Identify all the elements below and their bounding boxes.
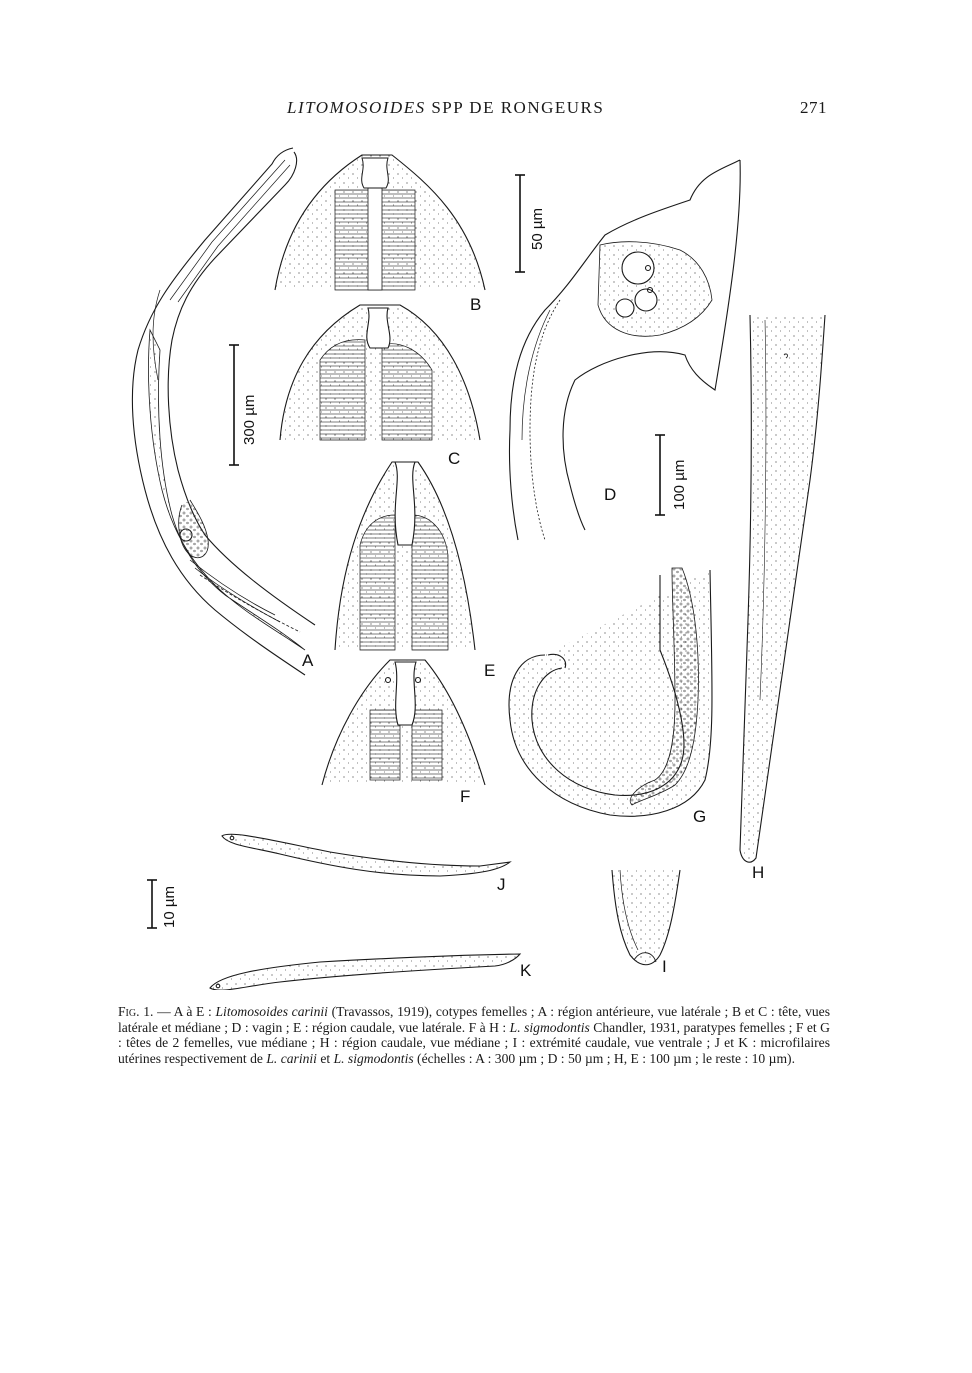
drawing-f-head (335, 462, 475, 650)
scale-bar-a (229, 345, 239, 465)
scale-bar-d (655, 435, 665, 515)
drawing-h-caudal-region (740, 315, 825, 862)
caption-part-1: (Travassos, 1919), cotypes femelles ; A : région antérieure, vue latérale ; B et C : tête, vues latérale et médiane ; D : vagin ; E : région caudale, vue latérale. F à H : (118, 1004, 830, 1035)
caption-dash: — A à E : (153, 1004, 216, 1019)
caption-species-2: L. sigmodontis (509, 1019, 590, 1035)
caption-part-2: Chandler, 1931, paratypes femelles ; F et G : têtes de 2 femelles, vue médiane ; H : région caudale, vue médiane ; I : extrémité caudale, vue ventrale ; J et K : microfilaires utérines respectivement de (118, 1019, 830, 1066)
panel-label-b: B (470, 295, 482, 314)
page-number: 271 (800, 98, 827, 117)
drawing-b-head-lateral (275, 155, 485, 290)
panel-label-f: E (484, 661, 496, 680)
drawing-i-caudal-extremity (612, 870, 680, 965)
caption-species-4: L. sigmodontis (333, 1050, 414, 1066)
scale-bar-b-c-label: 50 µm (529, 208, 546, 250)
drawing-g-head (322, 660, 485, 785)
panel-label-c: C (448, 449, 461, 468)
caption-fig-label: Fig. 1. (118, 1004, 154, 1019)
panel-label-h: H (752, 863, 765, 882)
running-title-rest: SPP DE RONGEURS (425, 98, 605, 117)
panel-label-k: K (520, 961, 532, 980)
figure-1-plate (0, 130, 972, 990)
caption-species-1: Litomosoides carinii (215, 1004, 328, 1019)
figure-caption (118, 1004, 830, 1066)
panel-label-g: F (460, 787, 471, 806)
running-head (0, 98, 972, 124)
caption-species-3: L. carinii (266, 1050, 317, 1066)
running-title-genus: LITOMOSOIDES (287, 98, 426, 117)
panel-label-a: A (302, 651, 314, 670)
scale-bar-b-c (515, 175, 525, 272)
scale-bar-j-k-label: 10 µm (161, 886, 178, 928)
scale-bar-a-label: 300 µm (241, 394, 258, 445)
panel-label-j: J (497, 875, 506, 894)
panel-label-d: D (604, 485, 617, 504)
panel-label-i: I (662, 957, 667, 976)
caption-part-4: (échelles : A : 300 µm ; D : 50 µm ; H, E : 100 µm ; le reste : 10 µm). (413, 1050, 795, 1066)
panel-label-e: G (693, 807, 707, 826)
drawing-c-head-median (280, 305, 480, 440)
caption-part-3: et (316, 1050, 334, 1066)
running-title (287, 98, 604, 118)
drawing-k-microfilaria (210, 954, 520, 990)
scale-bar-j-k (147, 880, 157, 928)
drawing-j-microfilaria (222, 834, 510, 876)
scale-bar-d-label: 100 µm (671, 459, 688, 510)
drawing-e-caudal-region (509, 568, 712, 816)
